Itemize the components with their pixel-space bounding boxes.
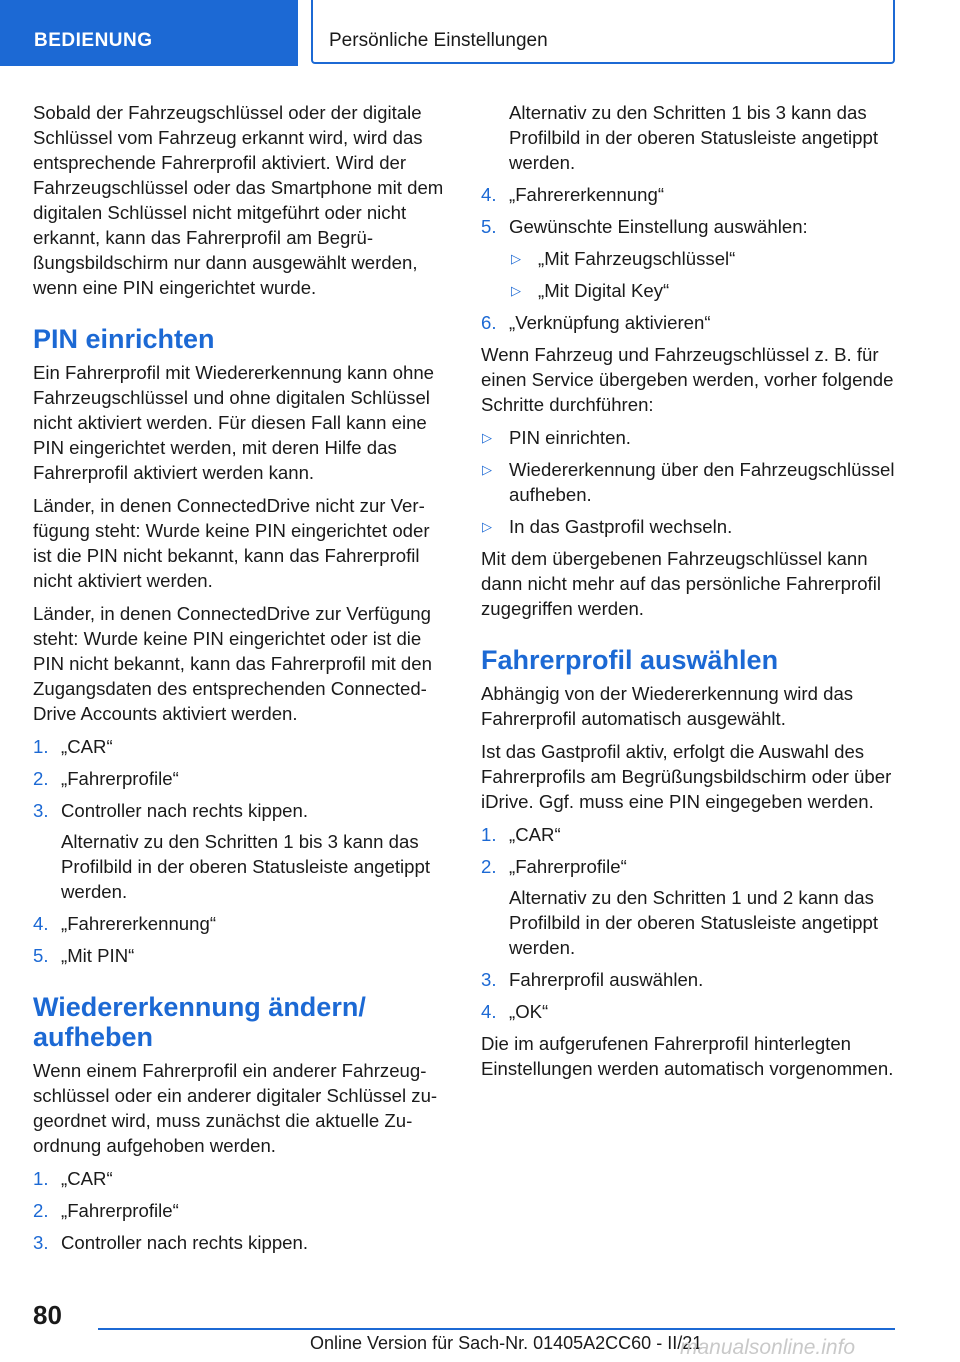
bullet-text: In das Gastprofil wechseln. <box>509 516 733 537</box>
continued-step-note: Alternativ zu den Schritten 1 bis 3 kann das Profilbild in der oberen Statusleiste angetippt werden. <box>509 102 879 173</box>
bullet-item <box>481 425 895 450</box>
heading-wiedererkennung: Wiedererkennung ändern/ aufheben <box>33 992 366 1052</box>
triangle-bullet-icon: ▷ <box>482 462 492 477</box>
step-text: „Fahrererkennung“ <box>61 913 217 934</box>
step-text: Controller nach rechts kippen. <box>61 1232 309 1253</box>
step-text: „Fahrererkennung“ <box>509 184 665 205</box>
watermark: manualsonline.info <box>680 1336 856 1359</box>
pin-step <box>33 798 445 823</box>
step-text: Fahrerprofil auswählen. <box>509 969 704 990</box>
section-tab: BEDIENUNG <box>0 0 298 66</box>
step-text: „Fahrerprofile“ <box>61 768 179 789</box>
option-text: „Mit Digital Key“ <box>538 280 670 301</box>
bullet-text: Wiedererkennung über den Fahrzeugschlüssel aufheben. <box>509 459 895 505</box>
change-step <box>33 1198 445 1223</box>
step-text: „Mit PIN“ <box>61 945 135 966</box>
left-column <box>33 100 445 1262</box>
intro-paragraph: Sobald der Fahrzeugschlüssel oder der digitale Schlüssel vom Fahrzeug erkannt wird, wird das entsprechende Fahrerprofil aktiviert. Wird der Fahrzeugschlüssel oder das Smartphone mit dem digitalen Schlüssel nicht mitgeführt oder nicht erkannt, kann das Fahrerprofil am Begrüßungsbildschirm nur dann ausgewählt werden, wenn eine PIN eingerichtet wurde. <box>33 102 444 298</box>
triangle-bullet-icon: ▷ <box>482 430 492 445</box>
step-text: „OK“ <box>509 1001 549 1022</box>
step-text: „Verknüpfung aktivieren“ <box>509 312 711 333</box>
footer-divider <box>98 1328 895 1330</box>
change-step <box>33 1230 445 1255</box>
step-number: 2. <box>33 768 49 789</box>
page-number: 80 <box>33 1300 62 1330</box>
pin-step <box>33 766 445 791</box>
heading-pin-einrichten: PIN einrichten <box>33 324 215 354</box>
step-text: „CAR“ <box>61 1168 113 1189</box>
bullet-item <box>481 514 895 539</box>
step-option <box>481 278 895 303</box>
step-number: 4. <box>481 1001 497 1022</box>
change-step <box>481 214 895 239</box>
select-step-2-note: Alternativ zu den Schritten 1 und 2 kann das Profilbild in der oberen Statusleiste angetippt werden. <box>509 887 879 958</box>
step-number: 2. <box>481 856 497 877</box>
change-step <box>33 1166 445 1191</box>
select-paragraph-1: Abhängig von der Wiedererkennung wird das Fahrerprofil automatisch ausgewählt. <box>481 683 854 729</box>
step-number: 5. <box>481 216 497 237</box>
pin-step-3-note: Alternativ zu den Schritten 1 bis 3 kann das Profilbild in der oberen Statusleiste angetippt werden. <box>61 831 431 902</box>
bullet-item <box>481 457 895 507</box>
pin-step <box>33 911 445 936</box>
step-text: „CAR“ <box>61 736 113 757</box>
step-number: 3. <box>33 1232 49 1253</box>
select-step <box>481 967 895 992</box>
step-number: 5. <box>33 945 49 966</box>
chapter-tab: Persönliche Einstellungen <box>311 0 895 64</box>
step-number: 1. <box>33 1168 49 1189</box>
select-step <box>481 854 895 879</box>
triangle-bullet-icon: ▷ <box>482 519 492 534</box>
pin-step <box>33 734 445 759</box>
step-text: „Fahrerprofile“ <box>61 1200 179 1221</box>
pin-step <box>33 943 445 968</box>
step-number: 3. <box>33 800 49 821</box>
select-step <box>481 999 895 1024</box>
step-number: 1. <box>33 736 49 757</box>
step-number: 3. <box>481 969 497 990</box>
triangle-bullet-icon: ▷ <box>511 283 521 298</box>
step-text: „CAR“ <box>509 824 561 845</box>
change-step <box>481 182 895 207</box>
service-paragraph-2: Mit dem übergebenen Fahrzeugschlüssel kann dann nicht mehr auf das persönliche Fahrerprofil zugegriffen werden. <box>481 548 881 619</box>
footer-version-text: Online Version für Sach-Nr. 01405A2CC60 - II/21 <box>310 1333 703 1353</box>
bullet-text: PIN einrichten. <box>509 427 631 448</box>
select-step <box>481 822 895 847</box>
triangle-bullet-icon: ▷ <box>511 251 521 266</box>
service-paragraph: Wenn Fahrzeug und Fahrzeugschlüssel z. B. für einen Service übergeben werden, vorher folgende Schritte durchführen: <box>481 344 894 415</box>
step-text: „Fahrerprofile“ <box>509 856 627 877</box>
change-paragraph-1: Wenn einem Fahrerprofil ein anderer Fahrzeugschlüssel oder ein anderer digitaler Schlüssel zugeordnet wird, muss zunächst die aktuelle Zuordnung aufgehoben werden. <box>33 1060 438 1156</box>
step-number: 2. <box>33 1200 49 1221</box>
right-column <box>481 100 895 1089</box>
step-number: 4. <box>481 184 497 205</box>
change-step <box>481 310 895 335</box>
pin-paragraph-1: Ein Fahrerprofil mit Wiedererkennung kann ohne Fahrzeugschlüssel und ohne digitalen Schlüssel nicht aktiviert werden. Für diesen Fall kann eine PIN eingerichtet werden, mit deren Hilfe das Fahrerprofil aktiviert werden kann. <box>33 362 435 483</box>
step-number: 6. <box>481 312 497 333</box>
page-header <box>0 0 960 66</box>
step-number: 1. <box>481 824 497 845</box>
select-paragraph-2: Ist das Gastprofil aktiv, erfolgt die Auswahl des Fahrerprofils am Begrüßungsbildschirm oder über iDrive. Ggf. muss eine PIN eingegeben werden. <box>481 741 892 812</box>
step-text: Controller nach rechts kippen. <box>61 800 309 821</box>
option-text: „Mit Fahrzeugschlüssel“ <box>538 248 736 269</box>
pin-paragraph-3: Länder, in denen ConnectedDrive zur Verfügung steht: Wurde keine PIN eingerichtet oder ist die PIN nicht bekannt, kann das Fahrerprofil mit den Zugangsdaten des entsprechenden ConnectedDrive Accounts aktiviert werden. <box>33 603 432 724</box>
heading-fahrerprofil-auswaehlen: Fahrerprofil auswählen <box>481 645 779 675</box>
pin-paragraph-2: Länder, in denen ConnectedDrive nicht zur Verfügung steht: Wurde keine PIN eingerichtet oder ist die PIN nicht bekannt, kann das Fahrerprofil nicht aktiviert werden. <box>33 495 430 591</box>
step-option <box>481 246 895 271</box>
step-number: 4. <box>33 913 49 934</box>
select-paragraph-3: Die im aufgerufenen Fahrerprofil hinterlegten Einstellungen werden automatisch vorgenommen. <box>481 1033 894 1079</box>
step-text: Gewünschte Einstellung auswählen: <box>509 216 808 237</box>
